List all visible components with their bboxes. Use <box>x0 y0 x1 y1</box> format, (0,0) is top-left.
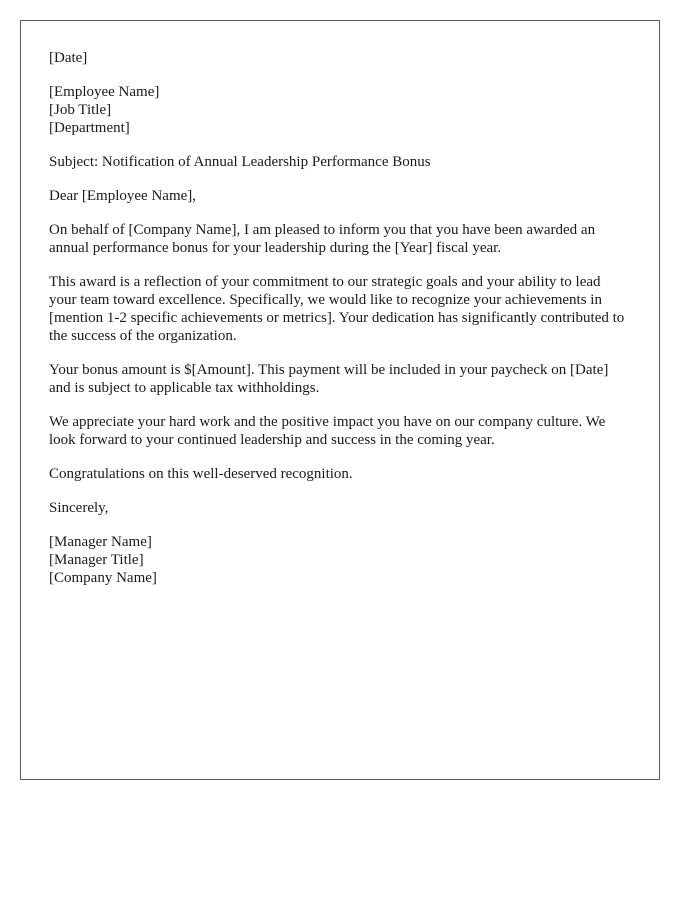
recipient-title: [Job Title] <box>49 102 112 118</box>
body-paragraph-5: Congratulations on this well-deserved recognition. <box>49 466 353 482</box>
signature-title: [Manager Title] <box>49 552 144 568</box>
recipient-name: [Employee Name] <box>49 84 160 100</box>
recipient-department: [Department] <box>49 120 130 136</box>
letter-date: [Date] <box>49 50 88 66</box>
signature-block <box>49 533 631 587</box>
body-paragraph-4: We appreciate your hard work and the positive impact you have on our company culture. We look forward to your continued leadership and success in the coming year. <box>49 414 606 448</box>
letter-closing: Sincerely, <box>49 500 109 516</box>
body-paragraph-3: Your bonus amount is $[Amount]. This payment will be included in your paycheck on [Date] and is subject to applicable tax withholdings. <box>49 362 609 396</box>
letter-subject: Subject: Notification of Annual Leadership Performance Bonus <box>49 154 431 170</box>
recipient-block <box>49 83 631 137</box>
body-paragraph-2: This award is a reflection of your commitment to our strategic goals and your ability to lead your team toward excellence. Specifically, we would like to recognize your achievements in [mention 1-2 specific achievements or metrics]. Your dedication has significantly contributed to the success of the organization. <box>49 274 625 344</box>
letter-salutation: Dear [Employee Name], <box>49 188 197 204</box>
signature-company: [Company Name] <box>49 570 157 586</box>
body-paragraph-1: On behalf of [Company Name], I am pleased to inform you that you have been awarded an annual performance bonus for your leadership during the [Year] fiscal year. <box>49 222 596 256</box>
letter-page <box>20 20 660 780</box>
signature-name: [Manager Name] <box>49 534 152 550</box>
